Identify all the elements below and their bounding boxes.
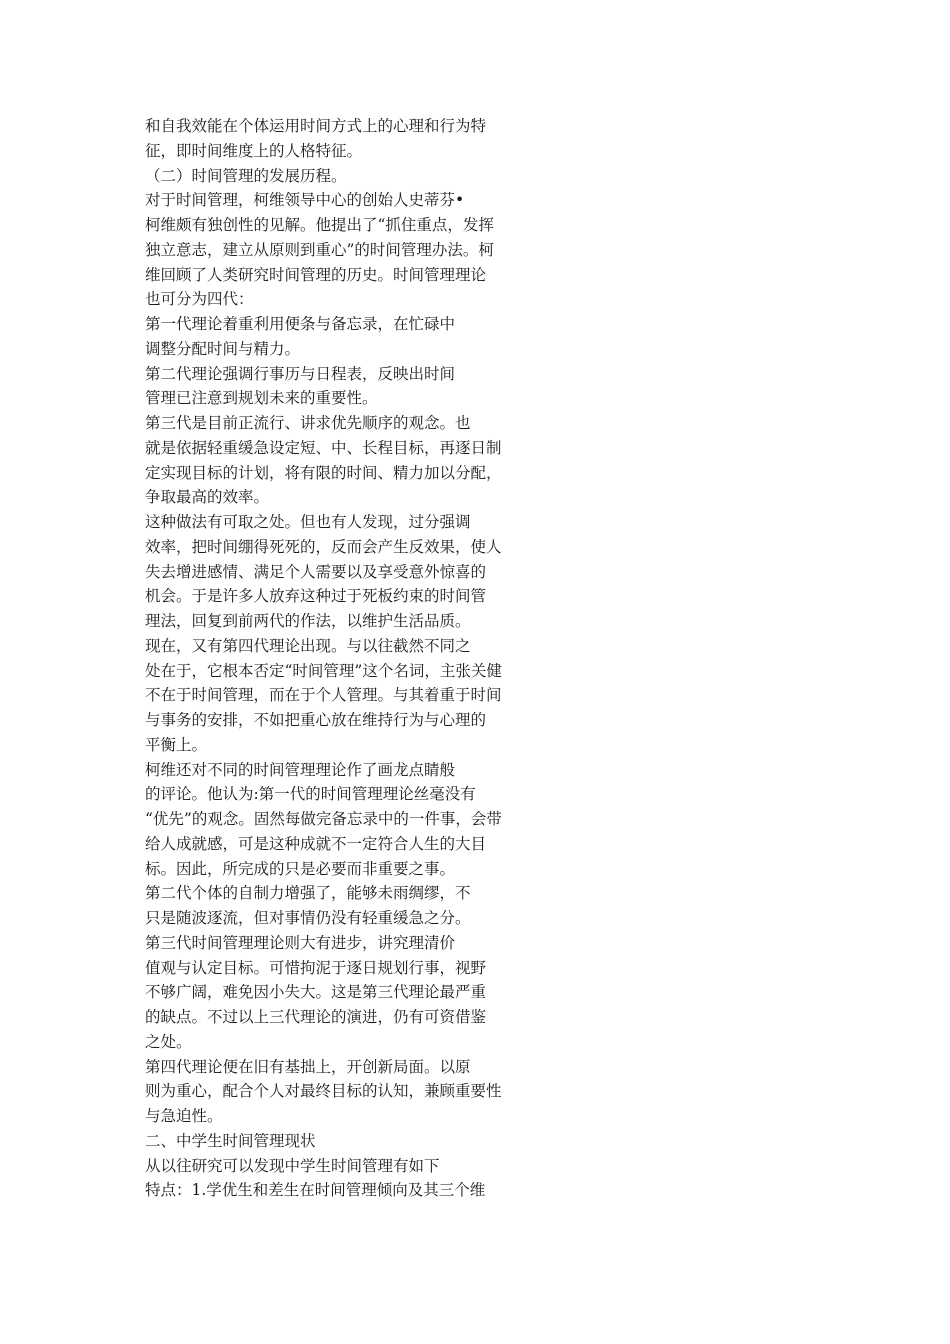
text-line: 与事务的安排，不如把重心放在维持行为与心理的: [145, 711, 487, 729]
text-line: 独立意志，建立从原则到重心”的时间管理办法。柯: [145, 240, 494, 259]
text-line: 也可分为四代：: [145, 290, 254, 309]
text-line: 就是依据轻重缓急设定短、中、长程目标，再逐日制: [145, 438, 502, 457]
text-line: 二、中学生时间管理现状: [145, 1131, 316, 1150]
document-body: [145, 114, 565, 1203]
text-line: 第一代理论着重利用便条与备忘录，在忙碌中: [145, 315, 456, 333]
text-line: 征，即时间维度上的人格特征。: [145, 141, 363, 160]
text-line: 效率，把时间绷得死死的，反而会产生反效果，使人: [145, 537, 502, 556]
text-line: 只是随波逐流，但对事情仍没有轻重缓急之分。: [145, 909, 471, 927]
text-line: 平衡上。: [145, 735, 208, 754]
text-line: “优先”的观念。固然每做完备忘录中的一件事，会带: [145, 810, 502, 828]
text-line: 柯维还对不同的时间管理理论作了画龙点睛般: [145, 760, 456, 779]
text-line: 从以往研究可以发现中学生时间管理有如下: [145, 1156, 440, 1175]
text-line: 的评论。他认为:第一代的时间管理理论丝毫没有: [145, 785, 476, 804]
text-line: 之处。: [145, 1032, 192, 1051]
text-line: 特点：1.学优生和差生在时间管理倾向及其三个维: [145, 1181, 486, 1200]
text-line: 调整分配时间与精力。: [145, 339, 301, 358]
text-line: 第四代理论便在旧有基拙上，开创新局面。以原: [145, 1057, 471, 1076]
text-line: 第三代是目前正流行、讲求优先顺序的观念。也: [145, 414, 471, 432]
text-line: 柯维颇有独创性的见解。他提出了“抓住重点，发挥: [145, 216, 494, 234]
text-line: 不在于时间管理，而在于个人管理。与其着重于时间: [145, 686, 502, 705]
text-line: 值观与认定目标。可惜拘泥于逐日规划行事，视野: [145, 958, 487, 977]
text-line: 不够广阔，难免因小失大。这是第三代理论最严重: [145, 983, 487, 1002]
text-line: 与急迫性。: [145, 1107, 223, 1125]
text-line: 定实现目标的计划，将有限的时间、精力加以分配，: [145, 463, 502, 482]
text-line: 处在于，它根本否定“时间管理”这个名词，主张关健: [145, 661, 502, 680]
text-line: （二）时间管理的发展历程。: [145, 166, 347, 185]
text-line: 第三代时间管理理论则大有进步，讲究理清价: [145, 933, 456, 952]
text-line: 理法，回复到前两代的作法，以维护生活品质。: [145, 612, 471, 630]
text-line: 则为重心，配合个人对最终目标的认知，兼顾重要性: [145, 1082, 502, 1101]
text-line: 机会。于是许多人放弃这种过于死板约束的时间管: [145, 587, 487, 606]
text-line: 给人成就感，可是这种成就不一定符合人生的大目: [145, 834, 487, 853]
text-line: 争取最高的效率。: [145, 488, 270, 507]
text-line: 和自我效能在个体运用时间方式上的心理和行为特: [145, 117, 487, 135]
text-line: 管理已注意到规划未来的重要性。: [145, 389, 378, 408]
text-line: 维回顾了人类研究时间管理的历史。时间管理理论: [145, 265, 487, 284]
text-line: 现在，又有第四代理论出现。与以往截然不同之: [145, 636, 471, 655]
text-line: 对于时间管理，柯维领导中心的创始人史蒂芬•: [145, 191, 465, 210]
text-line: 标。因此，所完成的只是必要而非重要之事。: [145, 859, 456, 878]
text-line: 失去增进感情、满足个人需要以及享受意外惊喜的: [145, 562, 487, 581]
text-line: 这种做法有可取之处。但也有人发现，过分强调: [145, 513, 471, 531]
text-line: 第二代理论强调行事历与日程表，反映出时间: [145, 364, 456, 383]
text-line: 的缺点。不过以上三代理论的演进，仍有可资借鉴: [145, 1008, 487, 1026]
text-line: 第二代个体的自制力增强了，能够未雨绸缪，不: [145, 884, 471, 903]
